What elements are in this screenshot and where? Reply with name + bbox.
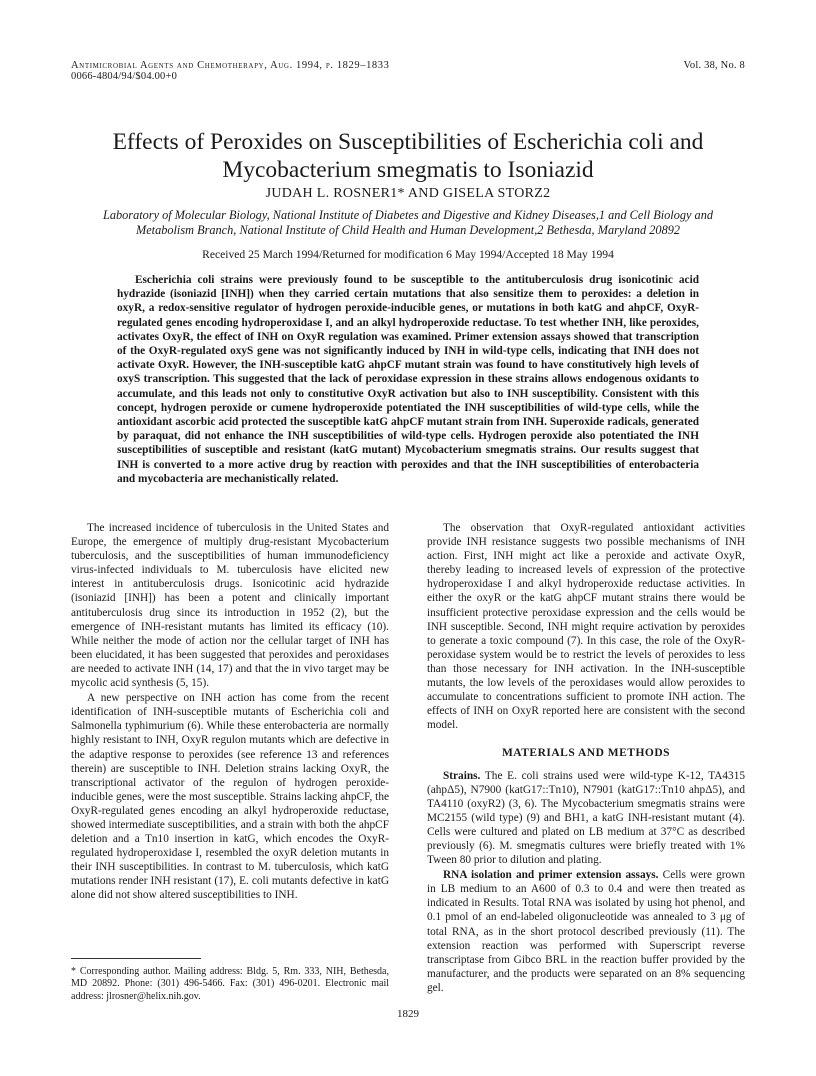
article-title: Effects of Peroxides on Susceptibilities of Escherichia coli and Mycobacterium smegmatis to Isoniazid <box>112 129 704 183</box>
intro-paragraph-1: The increased incidence of tuberculosis in the United States and Europe, the emergence of multiply drug-resistant Mycobacterium tuberculosis, and the susceptibilities of human immunodeficiency virus-infected individuals to M. tuberculosis have elicited new interest in antituberculosis drugs. Isonicotinic acid hydrazide (isoniazid [INH]) has been a potent and clinically important antituberculosis drug since its introduction in 1952 (2), but the emergence of INH-resistant mutants has limited its efficacy (10). While neither the mode of action nor the cellular target of INH has been elucidated, it has been suggested that peroxides and peroxidases are needed to activate INH (14, 17) and that the in vivo target may be mycolic acid synthesis (5, 15). <box>71 522 389 690</box>
left-column <box>71 521 389 904</box>
rna-text: Cells were grown in LB medium to an A600 of 0.3 to 0.4 and were then treated as indicated in Results. Total RNA was isolated by using hot phenol, and 0.1 pmol of an end-labeled oligonucleotide was annealed to 3 μg of total RNA, as in the short protocol described previously (11). The extension reaction was performed with Superscript reverse transcriptase from Gibco BRL in the reaction buffer provided by the manufacturer, and the products were separated on an 8% sequencing gel. <box>427 869 746 994</box>
author-list: JUDAH L. ROSNER1* AND GISELA STORZ2 <box>265 186 551 201</box>
rna-paragraph <box>427 868 745 995</box>
volume-issue: Vol. 38, No. 8 <box>683 60 745 71</box>
received-dates: Received 25 March 1994/Returned for modification 6 May 1994/Accepted 18 May 1994 <box>202 248 614 261</box>
intro-paragraph-2: A new perspective on INH action has come from the recent identification of INH-susceptible mutants of Escherichia coli and Salmonella typhimurium (6). While these enterobacteria are normally highly resistant to INH, OxyR regulon mutants which are defective in the adaptive response to peroxides (see reference 13 and references therein) are susceptible to INH. Deletion strains lacking OxyR, the transcriptional activator of the regulon of hydrogen peroxide-inducible genes, were the most susceptible. Strains lacking ahpCF, the OxyR-regulated genes encoding an alkyl hydroperoxide reductase, showed intermediate susceptibilities, and a strain with both the ahpCF deletion and a Tn10 insertion in katG, which encodes the OxyR-regulated hydroperoxidase I, resembled the oxyR deletion mutants in their INH susceptibilities. In contrast to M. tuberculosis, which katG mutations render INH resistant (17), E. coli mutants defective in katG alone did not show altered susceptibilities to INH. <box>71 692 389 902</box>
corresponding-author-footnote: * Corresponding author. Mailing address: Bldg. 5, Rm. 333, NIH, Bethesda, MD 20892. Phone: (301) 496-5466. Fax: (301) 496-0201. Electronic mail address: jlrosner@helix.nih.gov. <box>71 966 389 1002</box>
running-header <box>71 60 745 82</box>
issn-code: 0066-4804/94/$04.00+0 <box>71 71 178 82</box>
right-column <box>427 521 745 996</box>
strains-runin-heading: Strains. <box>443 769 481 782</box>
section-heading-methods: MATERIALS AND METHODS <box>501 747 671 760</box>
strains-text: The E. coli strains used were wild-type K-12, TA4315 (ahpΔ5), N7900 (katG17::Tn10), N7901 (katG17::Tn10 ahpΔ5), and TA4110 (oxyR2) (3, 6). The Mycobacterium smegmatis strains were MC2155 (wild type) (9) and BH1, a katG INH-resistant mutant (4). Cells were cultured and plated on LB medium at 37°C as described previously (6). M. smegmatis cultures were briefly treated with 1% Tween 80 prior to dilution and plating. <box>427 769 745 867</box>
intro-paragraph-3: The observation that OxyR-regulated antioxidant activities provide INH resistance suggests two possible mechanisms of INH action. First, INH might act like a peroxide and activate OxyR, thereby leading to increased levels of expression of the protective hydroperoxidase I and alkyl hydroperoxide reductase activities. In either the oxyR or the katG ahpCF mutant strains there would be insufficient protective peroxidase expression and the cells would be INH susceptible. Second, INH might require activation by peroxides to generate a toxic compound (7). In this case, the role of the OxyR-peroxidase system would be to restrict the levels of peroxides to less than those necessary for INH activation. In the INH-susceptible mutants, the low levels of the peroxidases would allow peroxides to accumulate to concentrations sufficient to promote INH action. The effects of INH on OxyR reported here are consistent with the second model. <box>427 522 745 732</box>
abstract: Escherichia coli strains were previously found to be susceptible to the antituberculosis drug isonicotinic acid hydrazide (isoniazid [INH]) when they carried certain mutations that also sensitize them to peroxides: a deletion in oxyR, a redox-sensitive regulator of hydrogen peroxide-inducible genes, or mutations in both katG and ahpCF, OxyR-regulated genes encoding hydroperoxidase I, and an alkyl hydroperoxide reductase. To test whether INH, like peroxides, activates OxyR, the effect of INH on OxyR regulation was examined. Primer extension assays showed that transcription of the OxyR-regulated oxyS gene was not significantly induced by INH in wild-type cells, indicating that INH does not activate OxyR. However, the INH-susceptible katG ahpCF mutant strain was found to have constitutively high levels of oxyS transcription. This suggested that the lack of peroxidase expression in these strains allows endogenous oxidants to accumulate, and this leads not only to constitutive OxyR activation but also to INH susceptibility. Consistent with this concept, hydrogen peroxide or cumene hydroperoxide potentiated the INH susceptibilities of wild-type cells, while the antioxidant ascorbic acid protected the susceptible katG ahpCF mutant strain from INH. Superoxide radicals, generated by paraquat, did not enhance the INH susceptibilities of wild-type cells. Hydrogen peroxide also potentiated the INH susceptibilities of susceptible and resistant (katG mutant) Mycobacterium smegmatis strains. Our results suggest that INH is converted to a more active drug by reaction with peroxides and that the INH susceptibilities of enterobacteria and mycobacteria are mechanistically related. <box>117 274 699 485</box>
rna-runin-heading: RNA isolation and primer extension assays. <box>443 869 659 882</box>
footnote-rule <box>71 958 201 959</box>
affiliation: Laboratory of Molecular Biology, National Institute of Diabetes and Digestive and Kidney Diseases,1 and Cell Biology and Metabolism Branch, National Institute of Child Health and Human Development,2 Bethesda, Maryland 20892 <box>103 208 713 237</box>
strains-paragraph <box>427 769 745 868</box>
journal-citation: Antimicrobial Agents and Chemotherapy, Aug. 1994, p. 1829–1833 <box>71 60 390 71</box>
page-number: 1829 <box>397 1008 419 1020</box>
